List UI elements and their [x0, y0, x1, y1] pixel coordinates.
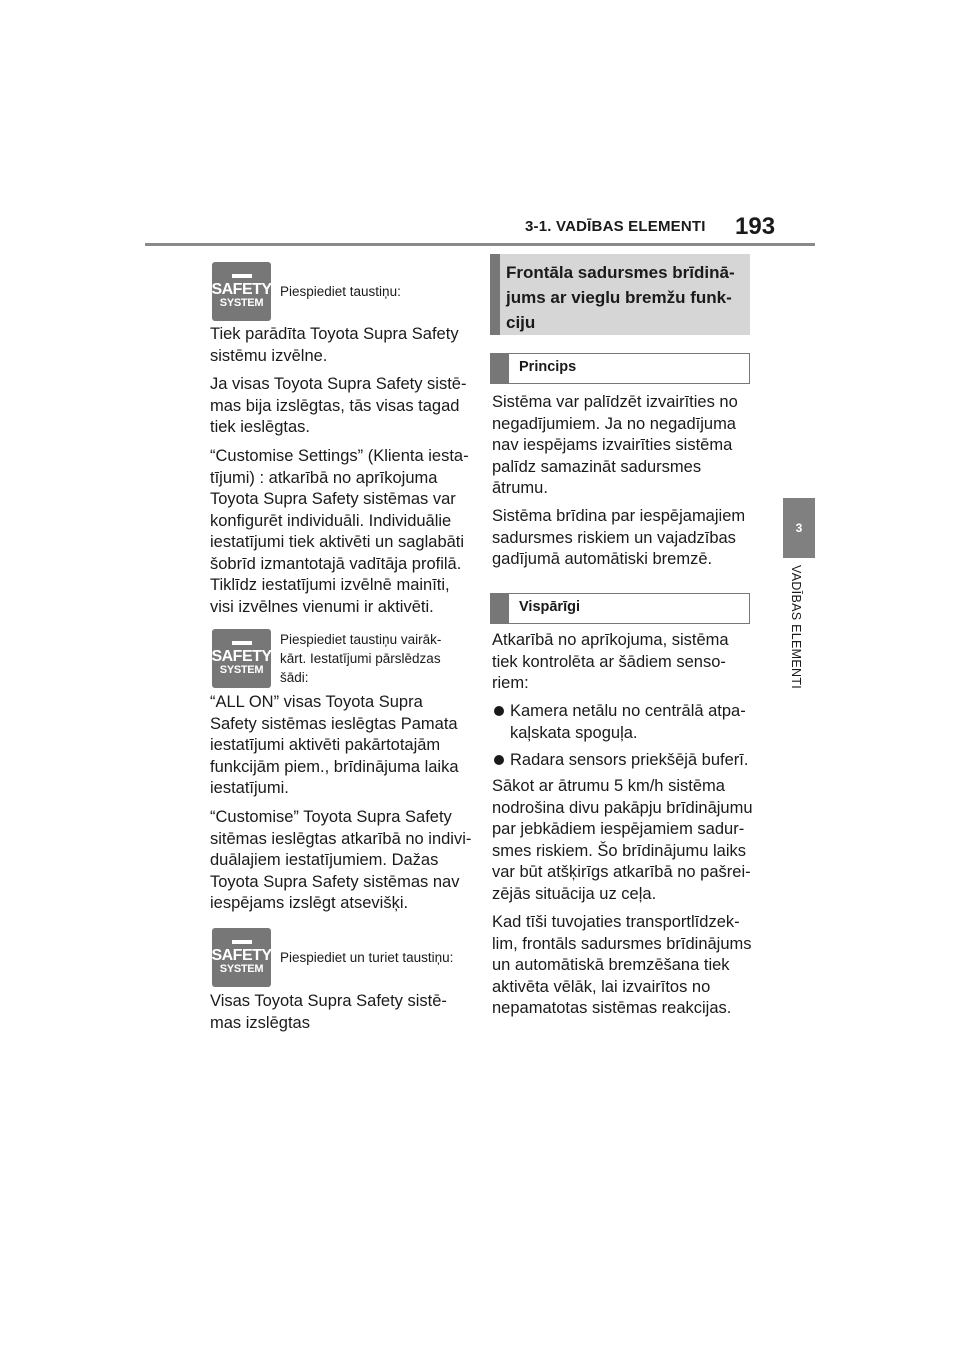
text-line: Kamera netālu no centrālā atpa- [510, 702, 746, 720]
paragraph [492, 630, 757, 695]
text-line: “Customise Settings” (Klienta iesta- [210, 447, 469, 465]
text-line: un automātiskā bremzēšana tiek [492, 956, 730, 974]
safety-system-button-icon: SAFETY SYSTEM [212, 262, 271, 321]
page-number: 193 [735, 213, 776, 240]
text-line: “ALL ON” visas Toyota Supra [210, 693, 423, 711]
text-line: sadursmes riskiem un vajadzības [492, 528, 736, 547]
text-line: šobrīd izmantotajā vadītāja profilā. [210, 554, 462, 573]
text-line: kaļskata spoguļa. [510, 723, 638, 742]
text-line: zējās situācija uz ceļa. [492, 884, 657, 903]
text-line: sitēmas ieslēgtas atkarībā no indivi- [210, 829, 472, 848]
section-header: 3-1. VADĪBAS ELEMENTI [525, 218, 706, 235]
text-line: iestatījumi aktivēti pakārtotajām [210, 736, 441, 754]
section-title [506, 260, 735, 335]
text-line: Tiklīdz iestatījumi izvēlnē mainīti, [210, 576, 450, 594]
subsection-marker [491, 354, 509, 383]
text-line: tiek kontrolēta ar šādiem senso- [492, 652, 726, 671]
text-line: par jebkādiem iespējamiem sadur- [492, 820, 745, 838]
text-line: riem: [492, 674, 529, 692]
step-press-and-hold [212, 928, 453, 987]
text-line: Piespiediet taustiņu: [280, 284, 401, 299]
text-line: smes riskiem. Šo brīdinājumu laiks [492, 841, 746, 860]
bullet-icon [494, 706, 504, 716]
subsection-title: Princips [519, 359, 577, 375]
paragraph [492, 912, 757, 1020]
text-line: Radara sensors priekšējā buferī. [510, 751, 749, 769]
text-line: funkcijām piem., brīdinājuma laika [210, 757, 459, 776]
text-line: Atkarībā no aprīkojuma, sistēma [492, 631, 729, 649]
text-line: Toyota Supra Safety sistēmas nav [210, 872, 460, 891]
text-line: nepamatotas sistēmas reakcijas. [492, 999, 732, 1017]
text-line: konfigurēt individuāli. Individuālie [210, 511, 452, 530]
text-line: ātrumu. [492, 479, 548, 497]
text-line: tiek ieslēgtas. [210, 418, 310, 436]
paragraph [210, 807, 470, 915]
text-line: Toyota Supra Safety sistēmas var [210, 490, 456, 508]
text-line: palīdz samazināt sadursmes [492, 457, 702, 476]
subsection-header [490, 593, 750, 624]
paragraph [210, 324, 470, 367]
text-line: šādi: [280, 670, 309, 685]
text-line: iestatījumi. [210, 779, 289, 797]
step-caption [280, 630, 441, 687]
text-line: iespējams izslēgt atsevišķi. [210, 894, 409, 912]
text-line: var būt atšķirīgs atkarībā no pašrei- [492, 863, 751, 881]
step-press-button [212, 262, 401, 321]
text-line: gadījumā automātiski bremzē. [492, 550, 713, 568]
text-line: kārt. Iestatījumi pārslēdzas [280, 651, 441, 666]
text-line: ciju [506, 313, 536, 332]
safety-system-button-icon: SAFETY SYSTEM [212, 629, 271, 688]
section-title-box [490, 254, 750, 335]
text-line: Sistēma brīdina par iespējamajiem [492, 507, 746, 525]
text-line: Sākot ar ātrumu 5 km/h sistēma [492, 777, 725, 795]
text-line: Frontāla sadursmes brīdinā- [506, 263, 735, 282]
text-line: Visas Toyota Supra Safety sistē- [210, 992, 447, 1010]
text-line: nav iespējams izvairīties sistēma [492, 436, 733, 454]
text-line: mas bija izslēgtas, tās visas tagad [210, 396, 460, 415]
text-line: Sistēma var palīdzēt izvairīties no [492, 393, 738, 411]
text-line: Safety sistēmas ieslēgtas Pamata [210, 714, 458, 733]
text-line: aktivēta vēlāk, lai izvairītos no [492, 977, 711, 996]
paragraph [210, 991, 470, 1034]
bullet-icon [494, 755, 504, 765]
header-divider [145, 243, 815, 246]
text-line: Ja visas Toyota Supra Safety sistē- [210, 375, 467, 393]
paragraph [210, 374, 470, 439]
safety-system-button-icon: SAFETY SYSTEM [212, 928, 271, 987]
subsection-title: Vispārīgi [519, 599, 580, 615]
chapter-label: VADĪBAS ELEMENTI [789, 565, 803, 690]
paragraph [492, 392, 757, 500]
list-item [492, 750, 754, 772]
step-caption [280, 282, 401, 301]
text-line: Piespiediet taustiņu vairāk- [280, 632, 442, 647]
text-line: duālajiem iestatījumiem. Dažas [210, 851, 439, 869]
paragraph [210, 446, 470, 618]
text-line: jums ar vieglu bremžu funk- [506, 288, 732, 307]
text-line: tījumi) : atkarībā no aprīkojuma [210, 468, 438, 487]
text-line: iestatījumi tiek aktivēti un saglabāti [210, 533, 465, 551]
paragraph [492, 506, 757, 571]
text-line: mas izslēgtas [210, 1013, 310, 1032]
step-caption [280, 948, 453, 967]
text-line: sistēmu izvēlne. [210, 346, 328, 365]
subsection-header [490, 353, 750, 384]
text-line: visi izvēlnes vienumi ir aktivēti. [210, 597, 434, 616]
text-line: “Customise” Toyota Supra Safety [210, 808, 452, 826]
text-line: nodrošina divu pakāpju brīdinājumu [492, 798, 753, 817]
paragraph [492, 776, 757, 905]
text-line: negadījumiem. Ja no negadījuma [492, 414, 736, 433]
paragraph [210, 692, 470, 800]
step-press-repeatedly [212, 629, 441, 688]
text-line: Piespiediet un turiet taustiņu: [280, 950, 454, 965]
subsection-marker [491, 594, 509, 623]
text-line: lim, frontāls sadursmes brīdinājums [492, 934, 752, 953]
chapter-tab: 3 [783, 498, 815, 558]
text-line: Kad tīši tuvojaties transportlīdzek- [492, 913, 740, 931]
text-line: Tiek parādīta Toyota Supra Safety [210, 325, 459, 343]
list-item [492, 701, 754, 744]
